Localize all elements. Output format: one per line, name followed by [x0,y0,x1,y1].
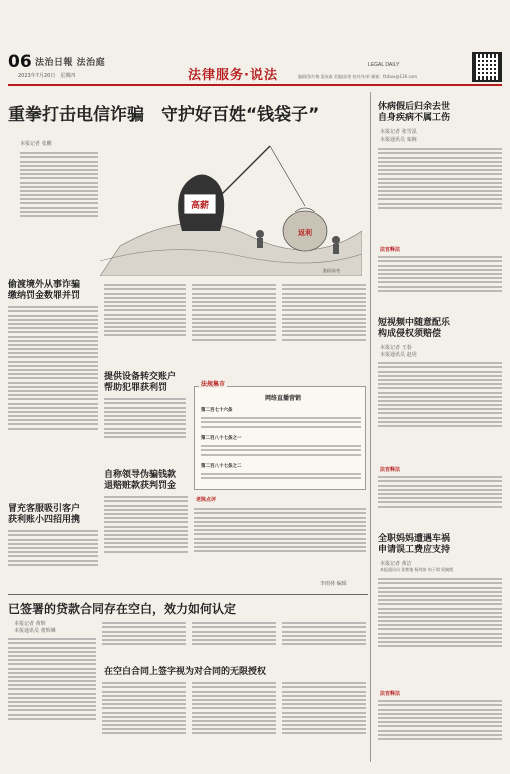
law-box-text-1 [201,415,361,433]
illustration-credit: 漫画/高尧 [322,268,340,273]
right-byline-5: 本报记者 黄洁 [380,561,412,567]
illustration-word-2: 返利 [298,229,312,237]
bottom-byline-2: 本报通讯员 黄辉琳 [14,628,56,634]
bottom-text-2 [102,620,186,660]
main-lead-text [20,150,98,260]
left-subhead-1: 偷渡境外从事诈骗 缴纳罚金数罪并罚 [8,280,81,301]
right-text-6 [378,698,502,764]
bottom-text-5 [102,680,186,766]
mid-text-3 [192,282,276,382]
left-text-1 [8,304,98,500]
mid-text-5 [104,494,188,590]
right-byline-6: 本报通讯员 张紫婧 杨剑冰 冉子琪 侯婉霞 [380,567,454,572]
mid-text-4 [282,282,366,382]
column-divider [370,92,371,762]
bottom-text-3 [192,620,276,660]
law-box-text-3 [201,471,361,487]
right-text-5 [378,576,502,686]
commentary-text [194,506,366,580]
bottom-text-4 [282,620,366,660]
right-byline-2: 本报通讯员 栾婉 [380,137,417,143]
law-box [194,381,366,490]
right-text-1 [378,146,502,242]
law-box-item-2: 第二百八十七条之一 [201,436,242,441]
commentary-label: 老陈点评 [196,497,217,503]
right-byline-1: 本报记者 张雪泓 [380,129,417,135]
law-box-text-2 [201,443,361,461]
bottom-text-6 [192,680,276,766]
bottom-headline: 已签署的贷款合同存在空白，效力如何认定 [8,602,237,616]
right-headline-3: 全职妈妈遭遇车祸 申请误工费应支持 [378,534,451,555]
left-subhead-2: 冒充客服吸引客户 获利账小四招用携 [8,504,81,525]
fraud-illustration [100,136,362,276]
page-number: 06 [8,52,32,72]
issue-date: 2023年7月20日 星期四 [18,73,76,79]
law-box-label: 法规集市 [201,381,226,388]
bottom-divider [8,594,368,595]
editor-line: 编辑/张红梅 梁成森 美编/高尧 校对/宋单 邮箱：fzrbxx@126.com [298,74,418,79]
commentary-byline: 李雨林 编辑 [320,581,347,587]
section-title: 法律服务·说法 [188,68,278,83]
law-note-2: 法官释法 [380,467,401,473]
law-box-title: 网络直播营销 [265,395,302,402]
paper-name: 法治日報 法治庭 [35,58,106,68]
bottom-byline-1: 本报记者 黄辉 [14,621,46,627]
bottom-text-1 [8,636,96,766]
bottom-mid-headline: 在空白合同上签字视为对合同的无限授权 [104,667,267,677]
right-byline-4: 本报通讯员 赵玥 [380,352,417,358]
left-text-2 [8,528,98,590]
bottom-text-7 [282,680,366,766]
law-box-item-1: 第二百七十六条 [201,408,233,413]
qr-code-icon [472,52,502,82]
mid-text-1 [104,282,186,370]
right-headline-2: 短视频中随意配乐 构成侵权须赔偿 [378,318,451,339]
right-text-4 [378,474,502,526]
law-note-3: 法官释法 [380,691,401,697]
right-text-2 [378,254,502,314]
right-headline-1: 休病假后归余去世 自身疾病不属工伤 [378,102,451,123]
illustration-word-1: 高薪 [190,201,210,211]
mid-subhead-2: 自称领导伪骗钱款 退赔赃款获判罚金 [104,470,177,491]
right-text-3 [378,360,502,464]
mid-text-2 [104,396,186,466]
page-header [8,52,502,82]
main-headline: 重拳打击电信诈骗 守护好百姓“钱袋子” [8,105,320,125]
right-byline-3: 本报记者 王春 [380,345,412,351]
law-note-1: 法官释法 [380,247,401,253]
mid-subhead-1: 提供设备转交账户 帮助犯罪获利罚 [104,372,177,393]
main-byline: 本报记者 张鹏 [20,141,52,147]
header-rule [8,84,502,86]
legal-daily-label: LEGAL DAILY [368,62,400,68]
law-box-item-3: 第二百八十七条之二 [201,464,242,469]
